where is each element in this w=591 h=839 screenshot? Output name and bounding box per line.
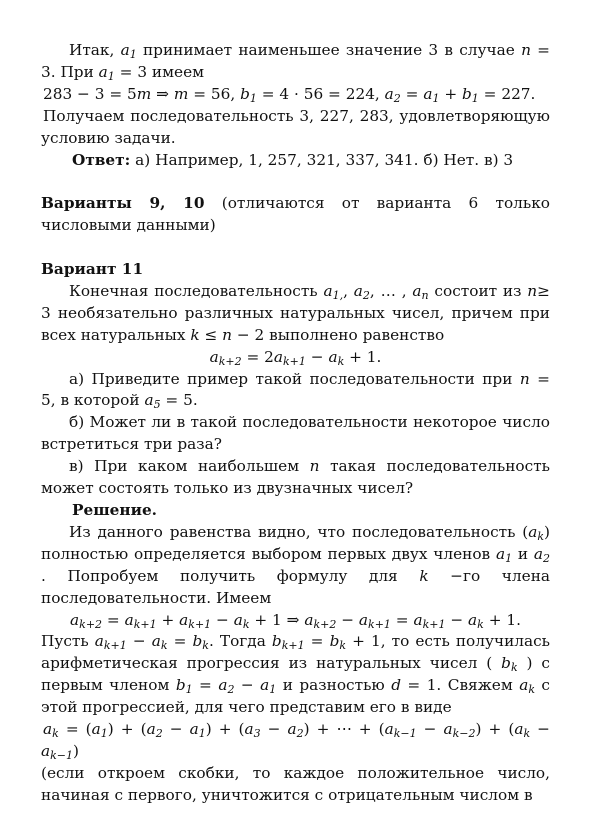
spacer [41,171,550,193]
answer-line: Ответ: а) Например, 1, 257, 321, 337, 341. б) Нет. в) 3 [72,150,514,169]
solution-heading: Решение. [72,501,158,519]
variant-11-heading: Вариант 11 [41,260,144,279]
paragraph-conclusion: Получаем последовательность 3, 227, 283, удовлетворяющую условию задачи. [41,106,550,147]
difference-formula: $a_{k+2} = a_{k+1} + a_{k+1} - a_k + 1$ ⇒ $a_{k+2} - a_{k+1} = a_{k+1} - a_k + 1$. [70,610,521,631]
question-b: б) Может ли в такой последовательности некоторое число встретиться три раза? [41,413,550,454]
telescoping-formula: $a_k = (a_1) + (a_2 - a_1) + (a_3 - a_2)$ + ⋯ + $(a_{k-1} - a_{k-2}) + (a_k - a_{k-1})$ [41,720,550,763]
recurrence-formula: $a_{k+2} = 2a_{k+1} - a_k + 1$. [209,347,382,368]
explanation-paragraph: (если откроем скобки, то каждое положительное число, начиная с первого, уничтожится с отрицательным числом в [41,763,550,804]
paragraph-answer-summary: Итак, $a_1$ принимает наименьшее значение 3 в случае n = 3. При $a_1 = 3$ имеем [41,41,550,83]
problem-statement: Конечная последовательность $a_{1,}$, $a_2$, … , $a_n$ состоит из n≥ 3 необязательно различных натуральных чисел, причем при всех натуральных k ≤ n − 2 выполнено равенство [41,281,550,344]
spacer [41,237,550,259]
solution-paragraph: Из данного равенства видно, что последовательность $(a_k)$ полностью определяется выбором первых двух членов $a_1$ и $a_2$ . Попробуем получить формулу для k −го члена последовательности. Имеем [41,522,551,607]
question-c: в) При каком наибольшем n такая последовательность может состоять только из двузначных чисел? [41,457,550,498]
question-a: а) Приведите пример такой последовательности при n = 5, в которой $a_5 = 5$. [41,369,550,412]
formula-line: 283 − 3 = 5m ⇒ m = 56, $b_1 = 4 \cdot 56 = 224$, $a_2 = a_1 + b_1 = 227$. [43,84,536,105]
progression-paragraph: Пусть $a_{k+1} - a_k = b_k$. Тогда $b_{k+1} = b_k + 1$, то есть получилась арифметическая прогрессия из натуральных чисел ( $b_k$ ) с первым членом $b_1 = a_2 - a_1$ и разностью d = 1. Свяжем $a_k$ с этой прогрессией, для чего представим его в виде [41,632,551,717]
variants-heading: Варианты 9, 10 (отличаются от варианта 6 только числовыми данными) [41,194,550,235]
